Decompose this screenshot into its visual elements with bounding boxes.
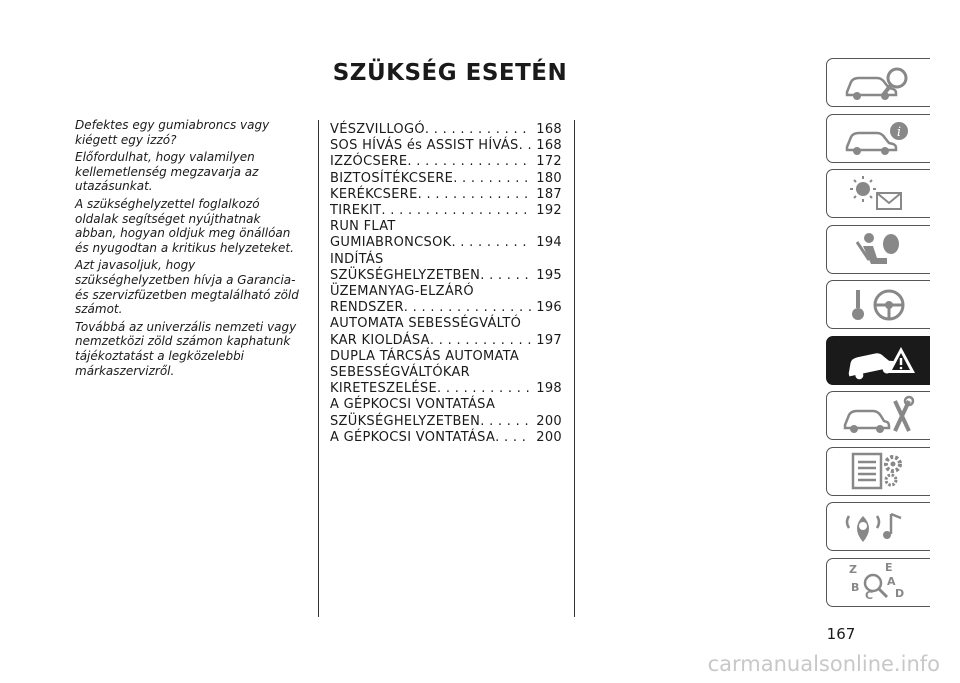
toc-entry[interactable] [330,397,562,429]
toc-leader-dots [418,187,533,203]
toc-entry-row [330,203,562,219]
toc-leader-dots [480,414,532,430]
toc-leader-dots [430,333,532,349]
table-of-contents [330,122,562,446]
toc-leader-dots [480,268,532,284]
tab-warning-lights[interactable] [826,169,930,218]
toc-entry[interactable] [330,252,562,284]
toc-entry[interactable] [330,171,562,187]
toc-entry-row [330,381,562,397]
toc-entry[interactable] [330,122,562,138]
toc-entry[interactable] [330,154,562,170]
toc-page-number: 200 [536,413,562,429]
toc-entry-title: SZÜKSÉGHELYZETBEN [330,267,481,283]
svg-text:A: A [886,575,896,588]
specifications-gear-icon [839,450,919,492]
toc-page-number: 168 [536,138,562,154]
toc-entry-row [330,171,562,187]
toc-entry-title-line: SEBESSÉGVÁLTÓKAR [330,365,470,381]
toc-page-number: 168 [536,122,562,137]
toc-entry-title: KERÉKCSERE [330,186,418,202]
column-divider [318,120,319,617]
toc-entry-row [330,300,562,316]
airbag-seat-icon [839,228,919,270]
chapter-tabs [826,58,930,613]
toc-page-number: 197 [536,332,562,348]
toc-page-number: 187 [536,186,562,202]
toc-entry-title: A GÉPKOCSI VONTATÁSA [330,429,496,445]
toc-entry[interactable] [330,316,562,348]
toc-entry-row [330,268,562,284]
intro-paragraph: Továbbá az univerzális nemzeti vagy nemzetközi zöld számon kaphatunk tájékoztatást a legközelebbi márkaszervizről. [75,319,297,378]
svg-text:C: C [864,589,873,602]
page-number: 167 [826,625,856,643]
toc-leader-dots [495,430,532,446]
column-divider [574,120,575,617]
toc-entry-title: BIZTOSÍTÉKCSERE [330,170,454,186]
toc-leader-dots [381,203,532,219]
alphabetical-index-icon [839,561,919,603]
toc-entry[interactable] [330,138,562,154]
toc-entry-title: TIREKIT [330,203,382,219]
toc-entry-title-line: A GÉPKOCSI VONTATÁSA [330,397,496,413]
toc-entry-title-line: DUPLA TÁRCSÁS AUTOMATA [330,348,520,364]
page-title: SZÜKSÉG ESETÉN [332,60,568,86]
toc-page-number: 200 [536,429,562,445]
toc-page-number: 180 [536,170,562,186]
toc-entry-row [330,430,562,446]
car-key-search-icon [839,62,919,104]
toc-entry-title: KAR KIOLDÁSA [330,332,430,348]
toc-page-number: 196 [536,300,562,316]
tab-multimedia[interactable] [826,502,930,551]
intro-paragraph: A szükséghelyzettel foglalkozó oldalak segítséget nyújthatnak abban, hogyan oldjuk meg önállóan és nyugodtan a kritikus helyzeteket. [75,196,294,255]
toc-entry-row [330,333,562,349]
toc-leader-dots [437,381,532,397]
tab-starting-driving[interactable] [826,280,930,329]
toc-entry-title-line: RUN FLAT [330,219,396,235]
toc-leader-dots [453,171,532,187]
tab-in-an-emergency[interactable] [826,336,930,385]
toc-entry[interactable] [330,187,562,203]
toc-entry-title-line: INDÍTÁS [330,251,384,267]
tab-car-info[interactable] [826,114,930,163]
svg-text:D: D [894,587,904,600]
car-info-icon [839,117,919,159]
toc-page-number: 172 [536,154,562,170]
watermark: carmanualsonline.info [707,652,940,676]
toc-entry[interactable] [330,284,562,316]
toc-leader-dots [404,300,532,316]
toc-entry-title: KIRETESZELÉSE [330,381,437,397]
toc-entry-title: SZÜKSÉGHELYZETBEN [330,413,481,429]
toc-entry[interactable] [330,219,562,251]
toc-entry-row [330,122,562,138]
toc-page-number: 194 [536,235,562,251]
toc-leader-dots [407,154,532,170]
toc-entry-title: GUMIABRONCSOK [330,235,452,251]
toc-entry-title-line: AUTOMATA SEBESSÉGVÁLTÓ [330,316,522,332]
intro-paragraph: Defektes egy gumiabroncs vagy kiégett egy izzó? [75,118,270,147]
toc-leader-dots [451,235,532,251]
toc-leader-dots [425,122,532,138]
toc-page-number: 192 [536,203,562,219]
toc-leader-dots [519,138,533,154]
svg-text:B: B [850,581,859,594]
toc-page-number: 195 [536,267,562,283]
toc-entry-row [330,154,562,170]
svg-text:Z: Z [848,563,857,576]
tab-car-key-search[interactable] [826,58,930,107]
warning-light-mail-icon [839,173,919,215]
tab-safety[interactable] [826,225,930,274]
svg-text:i: i [896,125,901,140]
car-breakdown-warning-icon [839,339,919,381]
toc-entry[interactable] [330,349,562,398]
toc-entry-row [330,235,562,251]
tab-servicing-maintenance[interactable] [826,391,930,440]
multimedia-connectivity-icon [839,506,919,548]
toc-page-number: 198 [536,381,562,397]
tab-technical-data[interactable] [826,447,930,496]
intro-paragraph: Előfordulhat, hogy valamilyen kellemetlenség megzavarja az utazásunkat. [75,150,259,194]
toc-entry-row [330,138,562,154]
toc-entry-title: IZZÓCSERE [330,154,408,170]
toc-entry-row [330,187,562,203]
toc-entry-row [330,414,562,430]
toc-entry-title: SOS HÍVÁS és ASSIST HÍVÁS [330,138,519,154]
toc-entry-title-line: ÜZEMANYAG-ELZÁRÓ [330,284,474,300]
intro-text [75,118,305,381]
toc-entry-title: VÉSZVILLOGÓ [330,122,425,137]
toc-entry[interactable] [330,430,562,446]
toc-entry-title: RENDSZER [330,300,404,316]
tab-index[interactable] [826,558,930,607]
svg-text:E: E [884,561,893,574]
toc-entry[interactable] [330,203,562,219]
steering-controls-icon [839,284,919,326]
car-maintenance-tools-icon [839,395,919,437]
intro-paragraph: Azt javasoljuk, hogy szükséghelyzetben hívja a Garancia- és szervizfüzetben megtalálható zöld számot. [75,258,299,317]
